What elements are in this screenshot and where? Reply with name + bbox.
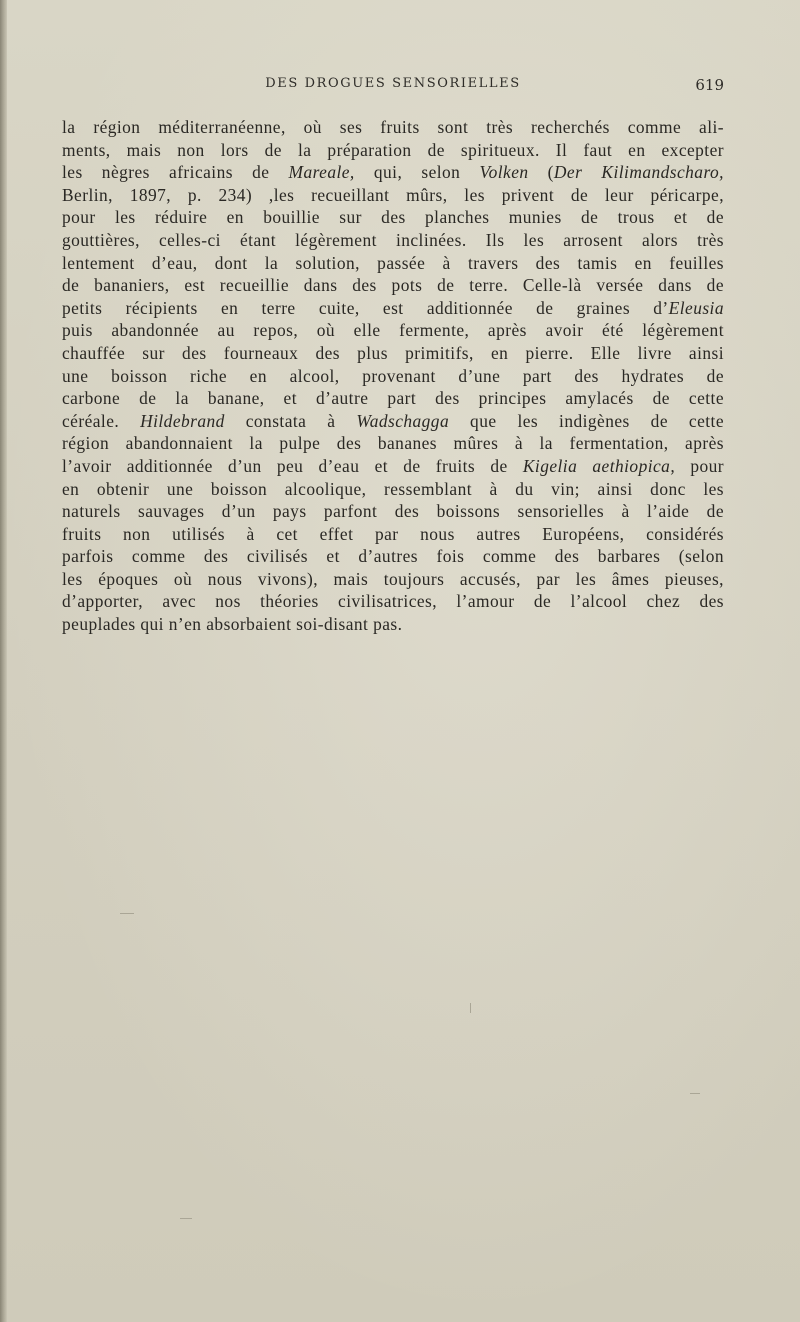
text-line xyxy=(62,274,724,297)
italic-text: Eleusia xyxy=(668,297,724,318)
italic-text: Volken xyxy=(479,162,529,183)
text-run: ( xyxy=(528,162,554,183)
italic-text: Mareale, xyxy=(288,162,355,183)
text-line xyxy=(62,500,724,523)
text-run: peuplades qui n’en absorbaient soi-disant pas. xyxy=(62,614,403,635)
text-run: gouttières, celles-ci étant légèrement inclinées. Ils les arrosent alors très xyxy=(62,229,724,250)
paper-speck xyxy=(180,1218,192,1219)
text-run: carbone de la banane, et d’autre part des principes amylacés de cette xyxy=(62,388,724,409)
text-run: d’apporter, avec nos théories civilisatrices, l’amour de l’alcool chez des xyxy=(62,591,724,612)
text-run: les nègres africains de xyxy=(62,162,289,183)
text-run: que les indigènes de cette xyxy=(449,410,725,431)
paper-speck xyxy=(690,1093,700,1094)
running-head-title: DES DROGUES SENSORIELLES xyxy=(265,76,521,91)
text-run: de bananiers, est recueillie dans des pots de terre. Celle-là versée dans de xyxy=(62,275,724,296)
text-line xyxy=(62,545,724,568)
text-run: puis abandonnée au repos, où elle fermente, après avoir été légèrement xyxy=(62,320,724,341)
text-run: Berlin, 1897, p. 234) ,les recueillant mûrs, les privent de leur péricarpe, xyxy=(62,184,724,205)
text-run: ments, mais non lors de la préparation de spiritueux. Il faut en excepter xyxy=(62,139,724,160)
text-run: les époques où nous vivons), mais toujours accusés, par les âmes pieuses, xyxy=(62,568,724,589)
italic-text: Hildebrand xyxy=(140,410,225,431)
body-paragraph xyxy=(62,116,724,636)
text-line xyxy=(62,613,724,636)
text-line xyxy=(62,410,724,433)
text-line xyxy=(62,206,724,229)
paper-speck xyxy=(470,1003,471,1013)
text-run: une boisson riche en alcool, provenant d’une part des hydrates de xyxy=(62,365,724,386)
italic-text: Kigelia aethiopica, xyxy=(522,455,676,476)
text-line xyxy=(62,139,724,162)
text-line xyxy=(62,387,724,410)
italic-text: Wadschagga xyxy=(356,410,450,431)
text-run: fruits non utilisés à cet effet par nous autres Européens, considérés xyxy=(62,523,724,544)
text-run: naturels sauvages d’un pays parfont des boissons sensorielles à l’aide de xyxy=(62,501,724,522)
text-run: petits récipients en terre cuite, est additionnée de graines d’ xyxy=(62,297,669,318)
text-run: pour les réduire en bouillie sur des planches munies de trous et de xyxy=(62,207,724,228)
text-line xyxy=(62,184,724,207)
text-line xyxy=(62,342,724,365)
text-run: en obtenir une boisson alcoolique, ressemblant à du vin; ainsi donc les xyxy=(62,478,724,499)
text-line xyxy=(62,116,724,139)
text-line xyxy=(62,365,724,388)
text-line xyxy=(62,568,724,591)
text-run: la région méditerranéenne, où ses fruits sont très recherchés comme ali- xyxy=(62,117,724,137)
text-line xyxy=(62,229,724,252)
binding-edge xyxy=(0,0,7,1322)
text-line xyxy=(62,478,724,501)
text-run: pour xyxy=(675,455,724,476)
italic-text: Der Kilimandscharo, xyxy=(553,162,724,183)
paper-speck xyxy=(120,913,134,914)
page-number: 619 xyxy=(695,76,724,94)
text-line xyxy=(62,523,724,546)
text-line xyxy=(62,319,724,342)
text-run: qui, selon xyxy=(354,162,480,183)
text-line xyxy=(62,590,724,613)
text-line xyxy=(62,252,724,275)
text-run: chauffée sur des fourneaux des plus primitifs, en pierre. Elle livre ainsi xyxy=(62,342,724,363)
text-run: constata à xyxy=(224,410,357,431)
text-run: céréale. xyxy=(62,410,141,431)
text-run: région abandonnaient la pulpe des bananes mûres à la fermentation, après xyxy=(62,433,724,454)
text-run: l’avoir additionnée d’un peu d’eau et de fruits de xyxy=(62,455,523,476)
text-line xyxy=(62,297,724,320)
text-run: lentement d’eau, dont la solution, passée à travers des tamis en feuilles xyxy=(62,252,724,273)
text-line xyxy=(62,455,724,478)
running-head xyxy=(62,76,724,98)
text-line xyxy=(62,432,724,455)
text-run: parfois comme des civilisés et d’autres fois comme des barbares (selon xyxy=(62,546,724,567)
text-line xyxy=(62,161,724,184)
